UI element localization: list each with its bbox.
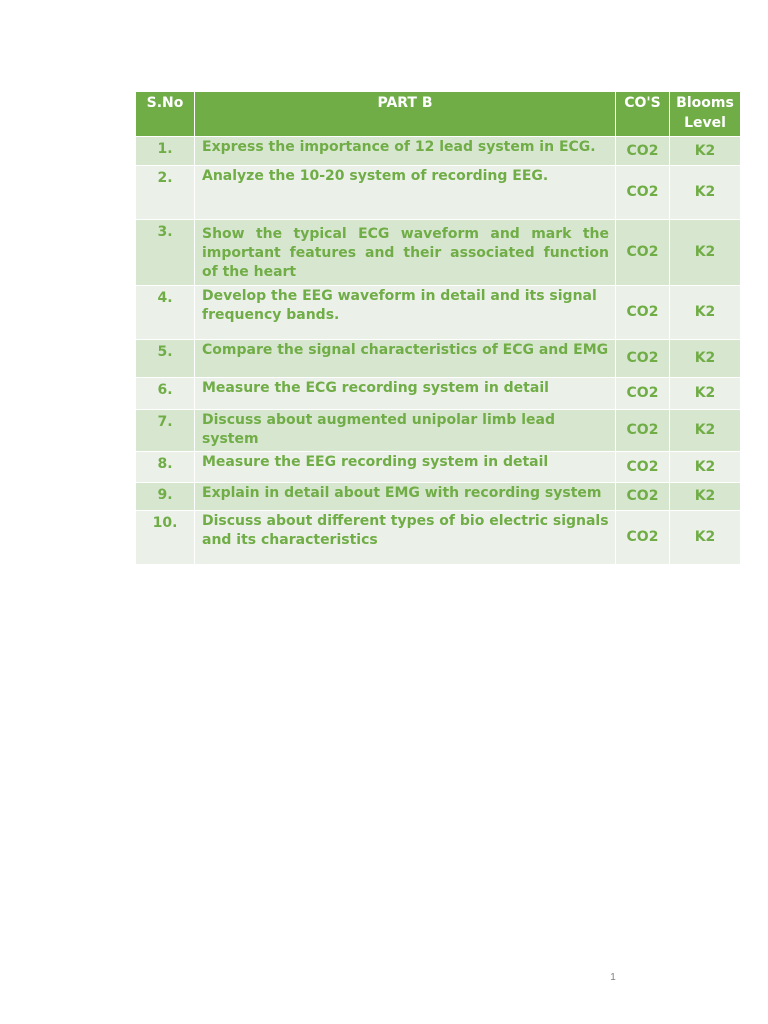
row-question: Explain in detail about EMG with recording system <box>195 482 616 510</box>
row-co: CO2 <box>616 339 670 377</box>
row-sno: 8. <box>136 451 195 482</box>
row-co: CO2 <box>616 482 670 510</box>
question-table <box>136 92 740 564</box>
row-sno: 4. <box>136 285 195 339</box>
row-sno: 2. <box>136 165 195 219</box>
row-sno: 5. <box>136 339 195 377</box>
row-co: CO2 <box>616 136 670 165</box>
row-question: Discuss about augmented unipolar limb lead system <box>195 409 616 451</box>
header-row <box>136 92 740 136</box>
row-level: K2 <box>670 377 740 409</box>
row-co: CO2 <box>616 165 670 219</box>
row-level: K2 <box>670 510 740 564</box>
row-level: K2 <box>670 136 740 165</box>
row-sno: 6. <box>136 377 195 409</box>
row-level: K2 <box>670 451 740 482</box>
row-co: CO2 <box>616 219 670 285</box>
row-level: K2 <box>670 339 740 377</box>
row-level: K2 <box>670 482 740 510</box>
page-number: 1 <box>610 972 616 983</box>
header-blooms-level: Blooms Level <box>670 92 740 136</box>
row-question: Express the importance of 12 lead system in ECG. <box>195 136 616 165</box>
table-row <box>136 510 740 564</box>
table-row <box>136 165 740 219</box>
table-row <box>136 377 740 409</box>
row-level: K2 <box>670 219 740 285</box>
row-question: Measure the ECG recording system in detail <box>195 377 616 409</box>
header-cos: CO'S <box>616 92 670 136</box>
row-question: Show the typical ECG waveform and mark the important features and their associated function of the heart <box>195 219 616 285</box>
table-row <box>136 451 740 482</box>
table-row <box>136 409 740 451</box>
row-question: Develop the EEG waveform in detail and its signal frequency bands. <box>195 285 616 339</box>
row-sno: 9. <box>136 482 195 510</box>
table-row <box>136 219 740 285</box>
row-question: Discuss about different types of bio electric signals and its characteristics <box>195 510 616 564</box>
header-part: PART B <box>195 92 616 136</box>
row-level: K2 <box>670 409 740 451</box>
row-question: Analyze the 10-20 system of recording EEG. <box>195 165 616 219</box>
row-co: CO2 <box>616 451 670 482</box>
row-question: Compare the signal characteristics of ECG and EMG <box>195 339 616 377</box>
table-row <box>136 339 740 377</box>
table-row <box>136 482 740 510</box>
table-row <box>136 136 740 165</box>
header-sno: S.No <box>136 92 195 136</box>
row-level: K2 <box>670 285 740 339</box>
row-sno: 7. <box>136 409 195 451</box>
row-sno: 10. <box>136 510 195 564</box>
row-sno: 1. <box>136 136 195 165</box>
table-row <box>136 285 740 339</box>
row-sno: 3. <box>136 219 195 285</box>
row-co: CO2 <box>616 409 670 451</box>
row-co: CO2 <box>616 285 670 339</box>
row-question: Measure the EEG recording system in detail <box>195 451 616 482</box>
row-co: CO2 <box>616 377 670 409</box>
row-level: K2 <box>670 165 740 219</box>
row-co: CO2 <box>616 510 670 564</box>
